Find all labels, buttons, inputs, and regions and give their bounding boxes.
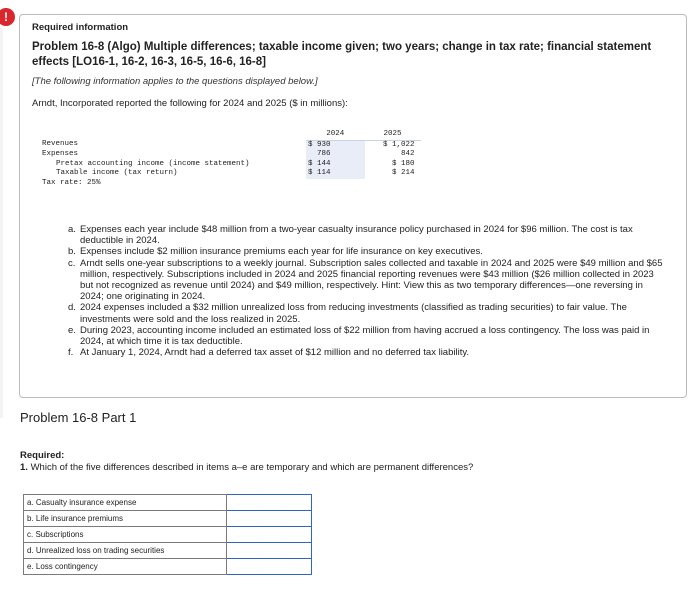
difference-label: a. Casualty insurance expense xyxy=(24,495,227,511)
table-row xyxy=(40,169,421,179)
item-text: During 2023, accounting income included an estimated loss of $22 million from having accrued a loss contingency. The loss was paid in 2024, at which time it is tax deductible. xyxy=(80,324,650,348)
alert-icon: ! xyxy=(0,8,15,26)
left-edge-strip xyxy=(0,28,3,418)
difference-items-list xyxy=(68,224,664,358)
item-text: Expenses include $2 million insurance premiums each year for life insurance on key executives. xyxy=(80,246,483,258)
item-letter: a. xyxy=(68,224,76,235)
value-2025: $ 1,022 xyxy=(365,140,421,150)
row-label: Taxable income (tax return) xyxy=(56,169,178,177)
item-text: Expenses each year include $48 million from a two-year casualty insurance policy purchased in 2024 for $96 million. The cost is tax deductible in 2024. xyxy=(80,224,633,247)
value-2024: $ 114 xyxy=(306,169,365,179)
list-item xyxy=(68,224,664,246)
answer-input-casualty[interactable] xyxy=(227,495,311,510)
difference-label: b. Life insurance premiums xyxy=(24,511,227,527)
financial-data-table xyxy=(40,130,421,188)
item-text: At January 1, 2024, Arndt had a deferred tax asset of $12 million and no deferred tax liability. xyxy=(80,347,470,359)
item-letter: e. xyxy=(68,324,76,336)
problem-title: Problem 16-8 (Algo) Multiple differences; taxable income given; two years; change in tax rate; financial statement effects [LO16-1, 16-2, 16-3, 16-5, 16-6, 16-8] xyxy=(32,41,652,68)
list-item xyxy=(68,347,664,358)
value-2025: $ 214 xyxy=(365,169,421,179)
table-row xyxy=(40,140,421,150)
item-letter: f. xyxy=(68,347,74,359)
question-number: 1. xyxy=(20,462,28,473)
table-row xyxy=(24,495,312,511)
row-label: Revenues xyxy=(42,140,79,149)
answer-table xyxy=(23,494,312,575)
list-item xyxy=(68,325,664,347)
row-label: Tax rate: 25% xyxy=(42,178,101,187)
question xyxy=(20,462,473,473)
answer-input-loss-contingency[interactable] xyxy=(227,559,311,574)
table-row xyxy=(40,150,421,160)
table-header-row xyxy=(40,130,421,140)
table-row xyxy=(40,179,421,189)
table-row xyxy=(24,511,312,527)
header-2024: 2024 xyxy=(306,130,365,140)
table-row xyxy=(40,160,421,170)
list-item xyxy=(68,258,664,303)
row-label: Expenses xyxy=(42,150,79,158)
header-2025: 2025 xyxy=(365,130,421,140)
answer-input-life-insurance[interactable] xyxy=(227,511,311,526)
row-label: Pretax accounting income (income statement) xyxy=(56,159,250,168)
item-text: Arndt sells one-year subscriptions to a weekly journal. Subscription sales collected and taxable in 2024 and 2025 were $49 million and $65 million, respectively. Subscriptions included in 2024 and 2025 financial reporting revenues were $43 million ($26 million collected in 2023 but not recognized as revenue until 2024) and $49 million, respectively. Hint: View this as two temporary differences—one reversing in 2024; one originating in 2024. xyxy=(80,257,663,303)
difference-label: c. Subscriptions xyxy=(24,527,227,543)
list-item xyxy=(68,302,664,324)
value-2025: $ 180 xyxy=(365,160,421,170)
answer-input-unrealized-loss[interactable] xyxy=(227,543,311,558)
value-2024: $ 930 xyxy=(306,140,365,150)
table-row xyxy=(24,543,312,559)
value-2025: 842 xyxy=(365,150,421,160)
item-letter: d. xyxy=(68,302,76,314)
required-information-heading: Required information xyxy=(32,22,129,33)
answer-input-subscriptions[interactable] xyxy=(227,527,311,542)
applies-note: [The following information applies to the questions displayed below.] xyxy=(32,76,318,87)
value-2024: 786 xyxy=(306,150,365,160)
difference-label: d. Unrealized loss on trading securities xyxy=(24,543,227,559)
table-row xyxy=(24,559,312,575)
question-text: Which of the five differences described in items a–e are temporary and which are permanent differences? xyxy=(30,462,474,473)
item-letter: c. xyxy=(68,257,76,269)
item-text: 2024 expenses included a $32 million unrealized loss from reducing investments (classified as trading securities) to fair value. The investments were sold and the loss realized in 2025. xyxy=(80,302,627,325)
intro-text: Arndt, Incorporated reported the following for 2024 and 2025 ($ in millions): xyxy=(32,98,348,109)
value-2024: $ 144 xyxy=(306,160,365,170)
item-letter: b. xyxy=(68,246,76,258)
required-label: Required: xyxy=(20,450,65,461)
list-item xyxy=(68,246,664,257)
table-row xyxy=(24,527,312,543)
part-title: Problem 16-8 Part 1 xyxy=(20,410,137,425)
difference-label: e. Loss contingency xyxy=(24,559,227,575)
